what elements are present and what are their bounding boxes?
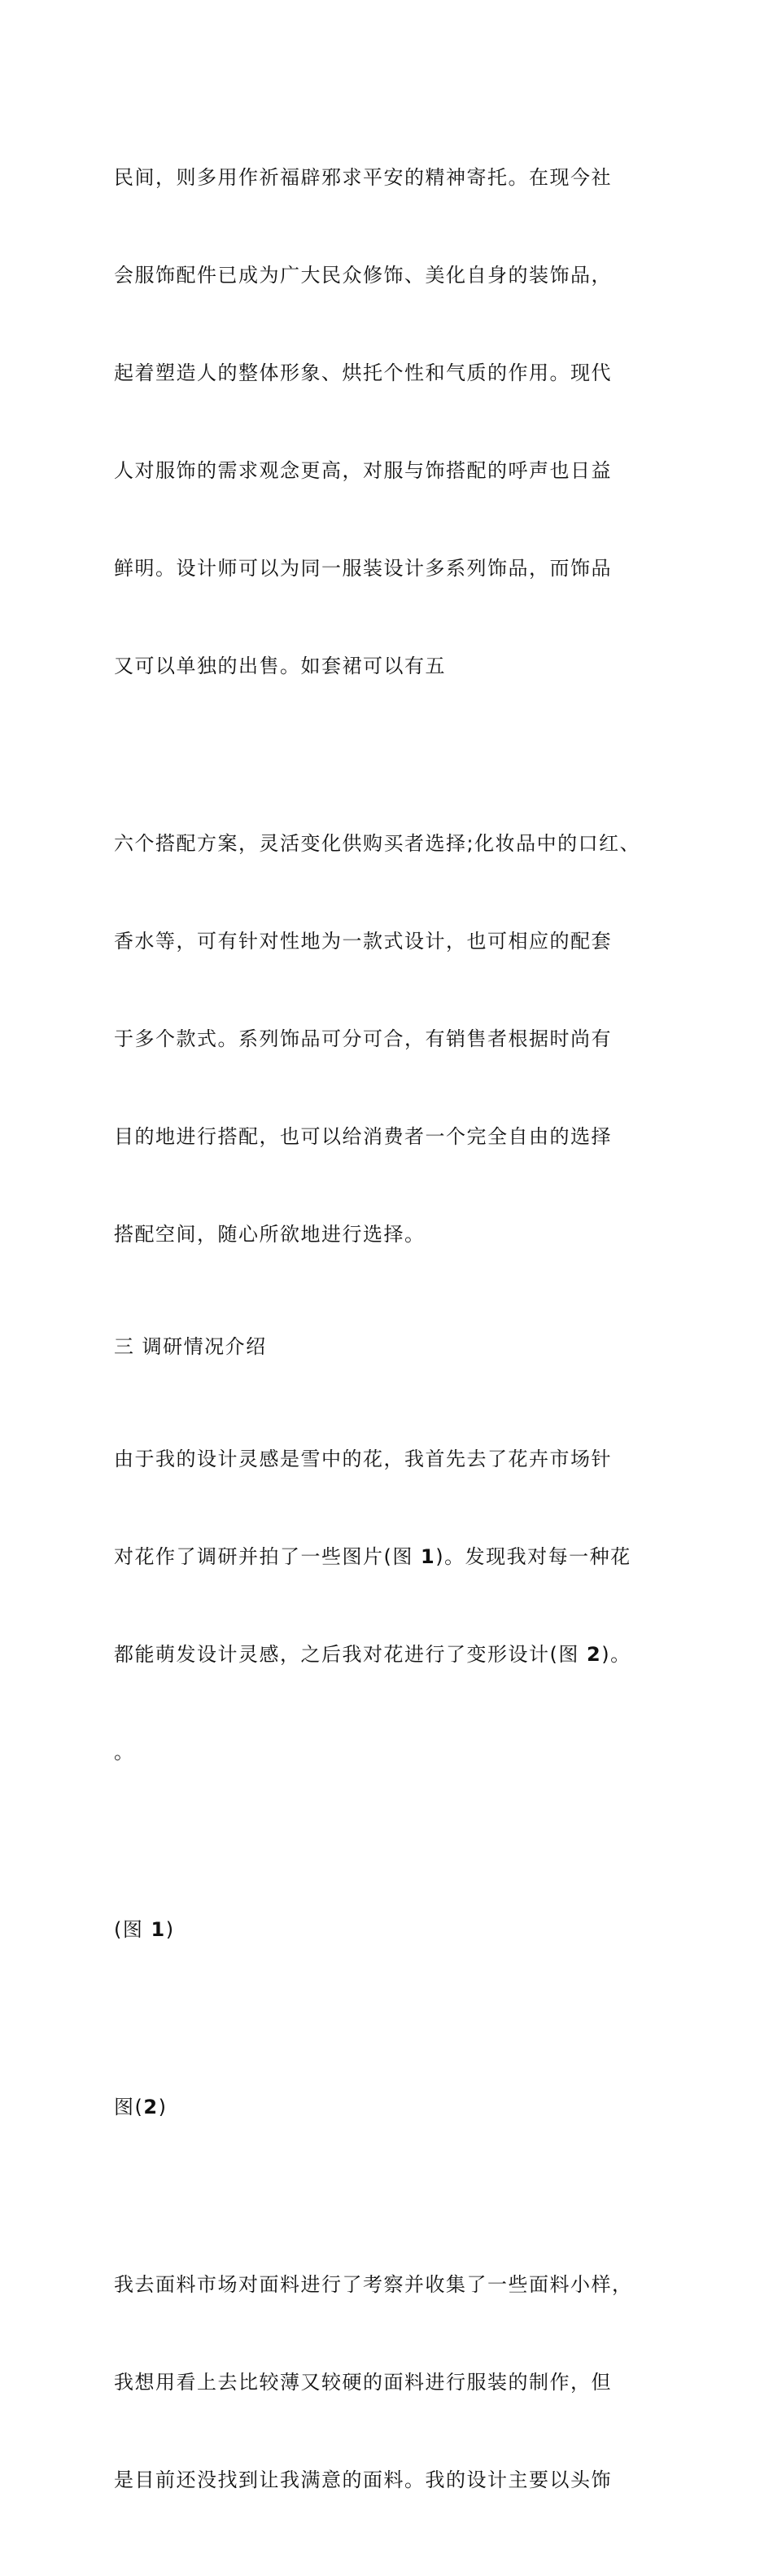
text-line: 人对服饰的需求观念更高，对服与饰搭配的呼声也日益: [114, 459, 612, 482]
text-line: 搭配空间，随心所欲地进行选择。: [114, 1223, 426, 1246]
paragraph-fabric: [114, 2203, 667, 2561]
figure-ref-number: 2: [587, 1643, 602, 1666]
section-heading: 三 调研情况介绍: [114, 1335, 267, 1358]
text-line: 对花作了调研并拍了一些图片(图 1)。发现我对每一种花: [114, 1545, 631, 1568]
paragraph-matching: [114, 762, 667, 1316]
document-page: [114, 96, 667, 2576]
text-line: 民间，则多用作祈福辟邪求平安的精神寄托。在现今社: [114, 166, 612, 189]
text-line: 会服饰配件已成为广大民众修饰、美化自身的装饰品，: [114, 264, 612, 287]
text-line: 目的地进行搭配，也可以给消费者一个完全自由的选择: [114, 1125, 612, 1148]
paragraph-accessories: [114, 96, 667, 747]
figure-2-caption: 图(2): [114, 2096, 168, 2118]
text-line: 于多个款式。系列饰品可分可合，有销售者根据时尚有: [114, 1027, 612, 1050]
text-line: 又可以单独的出售。如套裙可以有五: [114, 655, 446, 677]
text-line: 鲜明。设计师可以为同一服装设计多系列饰品，而饰品: [114, 557, 612, 580]
text-line: 都能萌发设计灵感，之后我对花进行了变形设计(图 2)。: [114, 1643, 631, 1666]
figure-ref-number: 1: [421, 1545, 436, 1568]
figure-1-caption: (图 1): [114, 1918, 175, 1941]
text-line: 香水等，可有针对性地为一款式设计，也可相应的配套: [114, 930, 612, 953]
text-line: 起着塑造人的整体形象、烘托个性和气质的作用。现代: [114, 361, 612, 384]
text-line: 。: [114, 1741, 135, 1763]
text-line: 我想用看上去比较薄又较硬的面料进行服装的制作，但: [114, 2371, 612, 2394]
text-line: 由于我的设计灵感是雪中的花，我首先去了花卉市场针: [114, 1448, 612, 1470]
text-line: 六个搭配方案，灵活变化供购买者选择;化妆品中的口红、: [114, 832, 641, 855]
text-line: 是目前还没找到让我满意的面料。我的设计主要以头饰: [114, 2469, 612, 2491]
text-line: 我去面料市场对面料进行了考察并收集了一些面料小样，: [114, 2273, 633, 2296]
paragraph-research: [114, 1378, 667, 1833]
